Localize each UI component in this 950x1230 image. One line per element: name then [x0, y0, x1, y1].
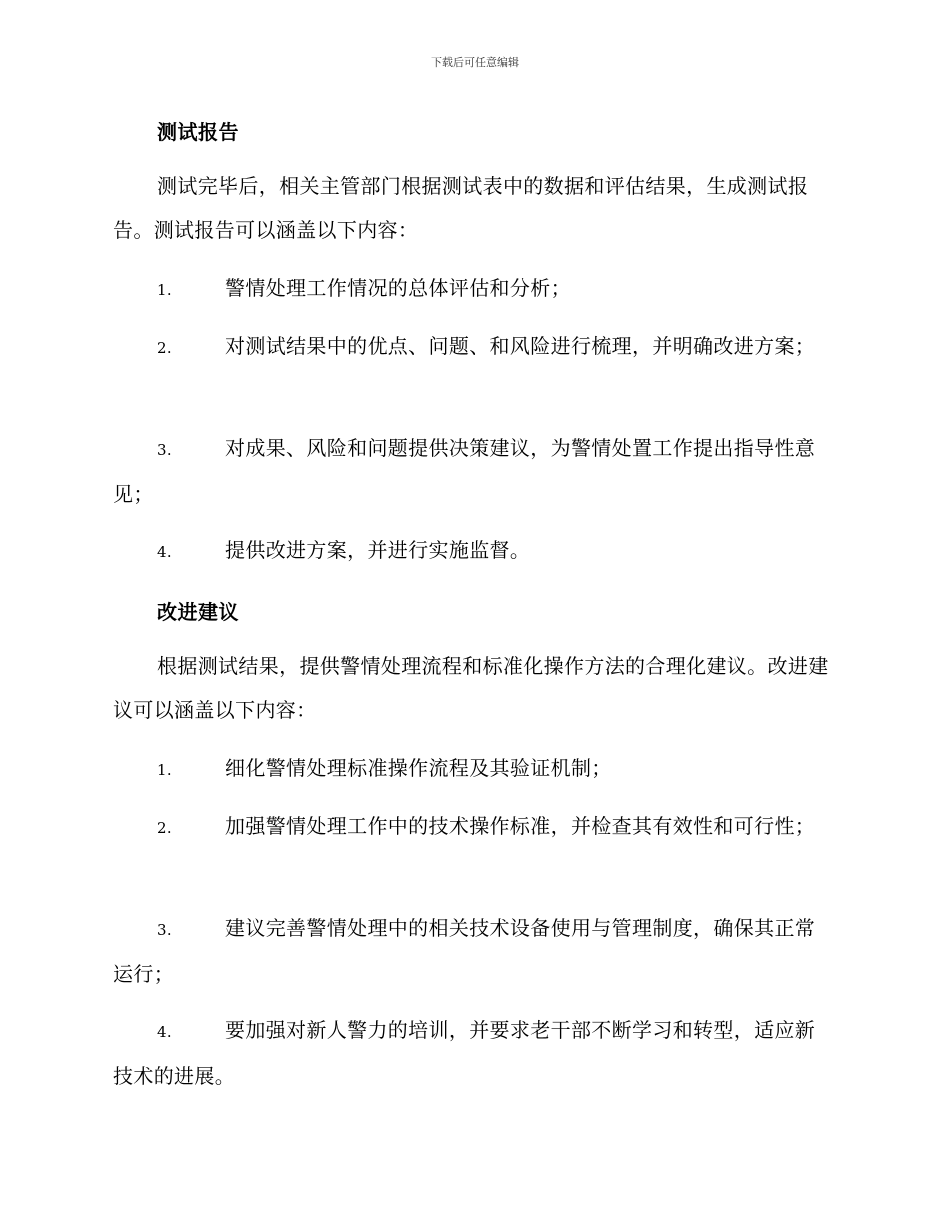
list-item-text: 建议完善警情处理中的相关技术设备使用与管理制度，确保其正常运行； — [113, 916, 816, 986]
list-item-text: 警情处理工作情况的总体评估和分析； — [225, 276, 571, 300]
list-item-text: 对测试结果中的优点、问题、和风险进行梳理，并明确改进方案； — [225, 334, 816, 358]
page-header: 下载后可任意编辑 — [431, 56, 519, 69]
list-item-number: 2. — [157, 819, 173, 837]
list-item-number: 1. — [157, 761, 173, 779]
list-item-number: 1. — [157, 281, 173, 299]
section-heading-improvements: 改进建议 — [157, 600, 239, 624]
list-item — [113, 1008, 835, 1098]
section-heading-test-report: 测试报告 — [157, 120, 239, 144]
list-item — [113, 528, 835, 574]
list-item — [113, 426, 835, 516]
section-intro-paragraph — [113, 164, 833, 252]
section-intro-paragraph — [113, 644, 833, 732]
intro-text: 根据测试结果，提供警情处理流程和标准化操作方法的合理化建议。改进建议可以涵盖以下内容： — [113, 654, 829, 722]
list-item-text: 对成果、风险和问题提供决策建议，为警情处置工作提出指导性意见； — [113, 436, 816, 506]
list-item — [113, 746, 835, 792]
list-item-number: 3. — [157, 921, 173, 939]
intro-text: 测试完毕后，相关主管部门根据测试表中的数据和评估结果，生成测试报告。测试报告可以涵盖以下内容： — [113, 174, 809, 242]
list-item-text: 细化警情处理标准操作流程及其验证机制； — [225, 756, 612, 780]
list-item-number: 4. — [157, 543, 173, 561]
list-item-text: 加强警情处理工作中的技术操作标准，并检查其有效性和可行性； — [225, 814, 816, 838]
list-item — [113, 324, 835, 370]
list-item — [113, 804, 835, 850]
list-item — [113, 906, 835, 996]
list-item-number: 4. — [157, 1023, 173, 1041]
list-item-number: 2. — [157, 339, 173, 357]
list-item-text: 要加强对新人警力的培训，并要求老干部不断学习和转型，适应新技术的进展。 — [113, 1018, 816, 1088]
list-item — [113, 266, 835, 312]
list-item-number: 3. — [157, 441, 173, 459]
list-item-text: 提供改进方案，并进行实施监督。 — [225, 538, 531, 562]
